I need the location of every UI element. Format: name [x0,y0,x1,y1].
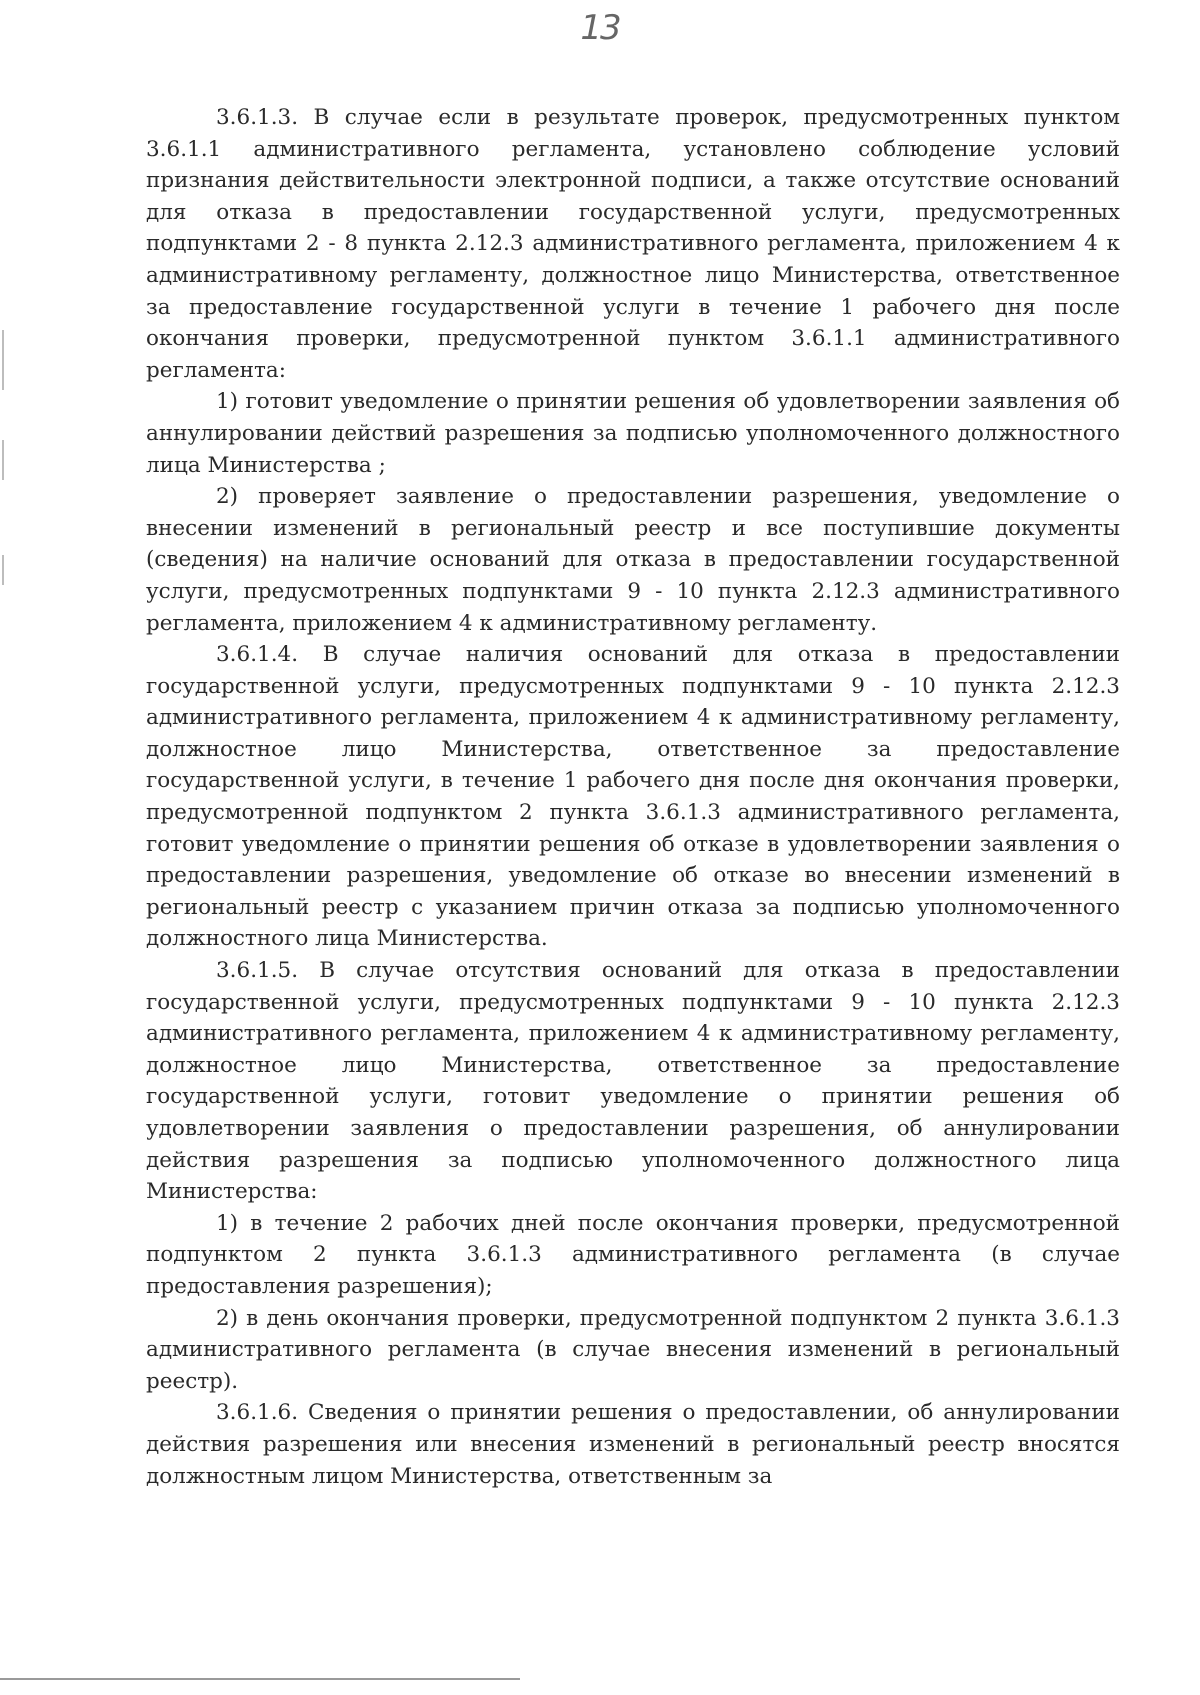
document-body [146,102,1120,1492]
paragraph-3-6-1-5: 3.6.1.5. В случае отсутствия оснований для отказа в предоставлении государственной услуги, предусмотренных подпунктами 9 - 10 пункта 2.12.3 административного регламента, приложением 4 к административному регламенту, должностное лицо Министерства, ответственное за предоставление государственной услуги, готовит уведомление о принятии решения об удовлетворении заявления о предоставлении разрешения, об аннулировании действия разрешения за подписью уполномоченного должностного лица Министерства: [146,958,1120,1205]
paragraph-item-2-same-day: 2) в день окончания проверки, предусмотренной подпунктом 2 пункта 3.6.1.3 административного регламента (в случае внесения изменений в региональный реестр). [146,1305,1120,1394]
scan-margin-mark [2,330,4,390]
scan-margin-mark [2,555,4,585]
paragraph-3-6-1-4: 3.6.1.4. В случае наличия оснований для отказа в предоставлении государственной услуги, предусмотренных подпунктами 9 - 10 пункта 2.12.3 административного регламента, приложением 4 к административному регламенту, должностное лицо Министерства, ответственное за предоставление государственной услуги, в течение 1 рабочего дня после дня окончания проверки, предусмотренной подпунктом 2 пункта 3.6.1.3 административного регламента, готовит уведомление о принятии решения об отказе в удовлетворении заявления о предоставлении разрешения, уведомление об отказе во внесении изменений в региональный реестр с указанием причин отказа за подписью уполномоченного должностного лица Министерства. [146,642,1120,952]
paragraph-3-6-1-3: 3.6.1.3. В случае если в результате проверок, предусмотренных пунктом 3.6.1.1 административного регламента, установлено соблюдение условий признания действительности электронной подписи, а также отсутствие оснований для отказа в предоставлении государственной услуги, предусмотренных подпунктами 2 - 8 пункта 2.12.3 административного регламента, приложением 4 к административному регламенту, должностное лицо Министерства, ответственное за предоставление государственной услуги в течение 1 рабочего дня после окончания проверки, предусмотренной пунктом 3.6.1.1 административного регламента: [146,105,1120,383]
scan-bottom-edge [0,1678,520,1680]
page-number: 13 [580,8,620,48]
paragraph-item-1-two-working-days: 1) в течение 2 рабочих дней после окончания проверки, предусмотренной подпунктом 2 пункта 3.6.1.3 административного регламента (в случае предоставления разрешения); [146,1210,1120,1299]
paragraph-item-1-prepare-notice: 1) готовит уведомление о принятии решения об удовлетворении заявления об аннулировании действий разрешения за подписью уполномоченного должностного лица Министерства ; [146,389,1120,478]
scan-margin-mark [2,440,4,480]
paragraph-item-2-check-application: 2) проверяет заявление о предоставлении разрешения, уведомление о внесении изменений в региональный реестр и все поступившие документы (сведения) на наличие оснований для отказа в предоставлении государственной услуги, предусмотренных подпунктами 9 - 10 пункта 2.12.3 административного регламента, приложением 4 к административному регламенту. [146,484,1120,636]
paragraph-3-6-1-6: 3.6.1.6. Сведения о принятии решения о предоставлении, об аннулировании действия разрешения или внесения изменений в региональный реестр вносятся должностным лицом Министерства, ответственным за [146,1400,1120,1489]
